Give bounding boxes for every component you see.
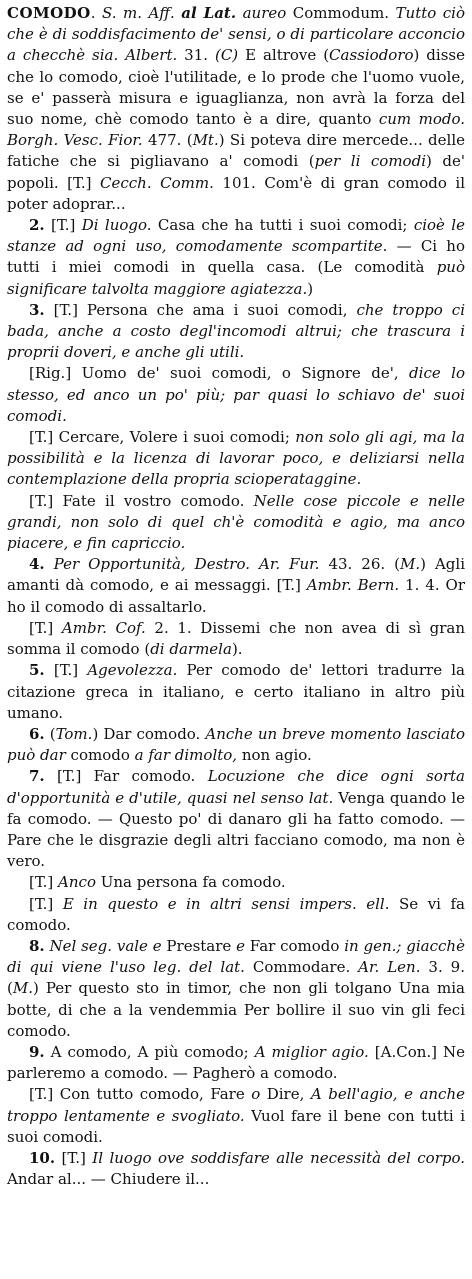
entry-text-segment: comodo — [65, 746, 135, 765]
entry-text-segment: 2. 1. Dissemi che non avea di sì gran somma il comodo ( — [7, 618, 465, 659]
entry-text-segment: Prestare — [161, 936, 237, 955]
entry-text-segment: [Rig.] Uomo de' suoi comodi, o Signore de', — [29, 364, 410, 383]
entry-text-segment: M. — [399, 555, 421, 574]
entry-paragraph — [7, 554, 465, 618]
entry-paragraph — [7, 618, 465, 660]
entry-text-segment: Locuzione che dice ogni sorta d'opportunità e d'utile, quasi nel senso lat. — [7, 767, 465, 807]
entry-text-segment: ) Per questo sto in timor, che non gli tolgano Una mia botte, di che a la vendemmia Per bollire il suo vin gli feci comodo. — [7, 979, 465, 1040]
entry-text-segment: Anco — [58, 873, 96, 892]
dictionary-entry-comodo — [7, 3, 465, 1190]
entry-text-segment: che troppo ci bada, anche a costo degl'incomodi altrui; che trascura i proprii doveri, e anche gli utili. — [7, 300, 465, 362]
entry-text-segment: Nelle cose piccole e nelle grandi, non solo di quel ch'è comodità e agio, ma anco piacere, e fin capriccio. — [7, 491, 465, 553]
entry-text-segment: 7. — [29, 767, 45, 786]
entry-text-segment: di darmela — [150, 640, 232, 659]
entry-text-segment: E in questo e in altri sensi impers. ell. — [62, 894, 390, 913]
entry-text-segment: Casa che ha tutti i suoi comodi; — [151, 216, 414, 235]
entry-paragraph — [7, 1084, 465, 1148]
entry-text-segment: Ambr. Cof. — [61, 618, 146, 637]
entry-text-segment: [T.] — [44, 661, 88, 680]
entry-text-segment: 3. — [29, 300, 45, 319]
entry-text-segment: a far dimolto, — [134, 746, 238, 765]
entry-text-segment: [T.] — [55, 1148, 93, 1167]
entry-text-segment: 2. — [29, 216, 45, 235]
entry-text-segment: [T.] — [29, 894, 63, 913]
entry-text-segment: ). — [231, 640, 243, 659]
entry-text-segment: ) Dar comodo. — [92, 724, 206, 743]
entry-text-segment: 8. — [29, 936, 45, 955]
entry-text-segment: (C) — [214, 46, 239, 65]
entry-paragraph — [7, 300, 465, 364]
entry-text-segment: 5. — [29, 661, 45, 680]
entry-text-segment: 9. — [29, 1042, 45, 1061]
entry-text-segment: dice lo stesso, ed anco un po' più; par quasi lo schiavo de' suoi comodi. — [7, 364, 465, 425]
entry-text-segment: cum modo. Borgh. Vesc. Fior. — [7, 110, 465, 150]
entry-text-segment: Cassiodoro — [329, 46, 414, 65]
entry-text-segment: Dire, — [260, 1085, 311, 1104]
entry-text-segment: ) Agli amanti dà comodo, e ai messaggi. [T.] — [7, 555, 465, 595]
entry-text-segment: Cecch. Comm. — [100, 173, 214, 192]
entry-text-segment: [T.] — [29, 618, 62, 637]
entry-text-segment: Se vi fa comodo. — [7, 894, 465, 934]
entry-text-segment: in gen.; giacchè di qui viene l'uso leg. del lat. — [7, 936, 465, 977]
entry-text-segment: S. m. Aff. — [102, 4, 175, 22]
entry-text-segment: Agevolezza. — [87, 661, 178, 680]
entry-text-segment: Per comodo de' lettori tradurre la citazione greca in italiano, e certo italiano in altro più umano. — [7, 661, 466, 722]
entry-text-segment: [T.] Far comodo. — [44, 767, 208, 786]
entry-text-segment: al Lat. — [181, 4, 237, 22]
entry-text-segment: ) — [307, 279, 314, 298]
entry-text-segment: Il luogo ove soddisfare alle necessità del corpo. — [92, 1148, 466, 1167]
entry-text-segment: 477. ( — [142, 131, 193, 150]
entry-text-segment: può significare talvolta maggiore agiatezza. — [7, 258, 465, 298]
entry-text-segment: ) disse che lo comodo, cioè l'utilitade, e lo prode che l'uomo vuole, se e' passerà misura e iguaglianza, non avrà la forza del suo nome, chè comodo tanto è a dire, quanto — [7, 46, 465, 129]
headword: COMODO — [7, 4, 91, 22]
entry-text-segment: 4. — [29, 555, 45, 574]
entry-text-segment: 3. 9. ( — [7, 958, 465, 998]
entry-text-segment: non agio. — [237, 746, 312, 765]
entry-text-segment: M. — [12, 979, 33, 998]
entry-text-segment: 6. — [29, 724, 45, 743]
entry-text-segment: ) Si poteva dire mercede... delle fatiche che si pigliavano a' comodi ( — [7, 131, 465, 171]
entry-text-segment: [T.] Persona che ama i suoi comodi, — [44, 300, 357, 319]
entry-paragraph — [7, 872, 465, 893]
entry-text-segment: [T.] — [44, 216, 82, 235]
entry-text-segment: o — [251, 1085, 261, 1104]
entry-text-segment: E altrove ( — [238, 46, 330, 65]
entry-text-segment: A comodo, A più comodo; — [44, 1042, 255, 1061]
entry-text-segment: ( — [44, 724, 56, 743]
entry-text-segment: Ambr. Bern. — [306, 576, 400, 595]
entry-text-segment: [T.] Cercare, Volere i suoi comodi; — [29, 428, 296, 447]
entry-text-segment: per li comodi — [314, 152, 426, 171]
entry-text-segment: A bell'agio, e anche troppo lentamente e svogliato. — [7, 1085, 465, 1125]
entry-text-segment: Commodum. — [286, 4, 396, 22]
entry-text-segment: Ar. Len. — [358, 958, 421, 977]
entry-text-segment: Venga quando le fa comodo. — Questo po' di danaro gli ha fatto comodo. — Pare che le disgrazie degli altri facciano comodo, ma non è vero. — [7, 788, 466, 871]
entry-paragraph — [7, 427, 465, 491]
entry-paragraph — [7, 724, 465, 766]
entry-text-segment: non solo gli agi, ma la possibilità e la licenza di lavorar poco, e deliziarsi nella contemplazione della propria scioperataggine. — [7, 428, 465, 489]
entry-paragraph — [7, 660, 465, 724]
entry-text-segment: 10. — [29, 1148, 56, 1167]
entry-text-segment: Commodare. — [244, 958, 359, 977]
entry-text-segment: [T.] Fate il vostro comodo. — [29, 491, 254, 510]
entry-paragraph — [7, 1148, 465, 1190]
entry-text-segment: [T.] — [29, 873, 59, 892]
entry-text-segment: Di luogo. — [81, 216, 152, 235]
entry-text-segment: 31. — [177, 46, 215, 65]
entry-text-segment: Tutto ciò che è di soddisfacimento de' sensi, o di particolare acconcio a checchè sia. Albert. — [7, 4, 466, 65]
entry-text-segment: Mt. — [192, 131, 219, 150]
entry-text-segment — [45, 555, 54, 573]
entry-text-segment: Andar al... — Chiudere il... — [7, 1170, 210, 1189]
entry-text-segment: cioè le stanze ad ogni uso, comodamente scompartite. — [7, 216, 465, 256]
entry-text-segment: ) de' popoli. [T.] — [7, 152, 465, 192]
entry-paragraph — [7, 363, 465, 427]
entry-text-segment: . — [90, 4, 103, 22]
entry-paragraph — [7, 491, 465, 555]
entry-paragraph — [7, 936, 465, 1042]
entry-text-segment: e — [236, 936, 245, 955]
entry-text-segment: — Ci ho tutti i miei comodi in quella casa. (Le comodità — [7, 237, 465, 277]
entry-paragraph — [7, 215, 465, 300]
entry-text-segment: [T.] Con tutto comodo, Fare — [29, 1085, 252, 1104]
entry-text-segment: 1. 4. Or ho il comodo di assaltarlo. — [7, 576, 465, 616]
entry-text-segment: Vuol fare il bene con tutti i suoi comodi. — [7, 1106, 465, 1146]
entry-paragraph — [7, 766, 465, 872]
entry-text-segment: Tom. — [55, 724, 93, 743]
entry-text-segment: A miglior agio. — [254, 1042, 369, 1061]
entry-text-segment: aureo — [242, 4, 287, 22]
entry-paragraph — [7, 3, 465, 215]
entry-text-segment: Anche un breve momento lasciato può dar — [7, 724, 465, 765]
entry-text-segment: Una persona fa comodo. — [95, 873, 286, 892]
entry-text-segment: Per Opportunità, Destro. Ar. Fur. — [53, 555, 320, 574]
entry-paragraph — [7, 894, 465, 936]
entry-text-segment: [A.Con.] Ne parleremo a comodo. — Pagherò a comodo. — [7, 1042, 466, 1083]
entry-text-segment: 43. 26. ( — [319, 555, 400, 574]
entry-text-segment: Nel seg. vale e — [49, 936, 162, 955]
entry-text-segment: Far comodo — [245, 936, 345, 955]
entry-paragraph — [7, 1042, 465, 1084]
entry-text-segment: 101. Com'è di gran comodo il poter adoprar... — [7, 173, 466, 213]
